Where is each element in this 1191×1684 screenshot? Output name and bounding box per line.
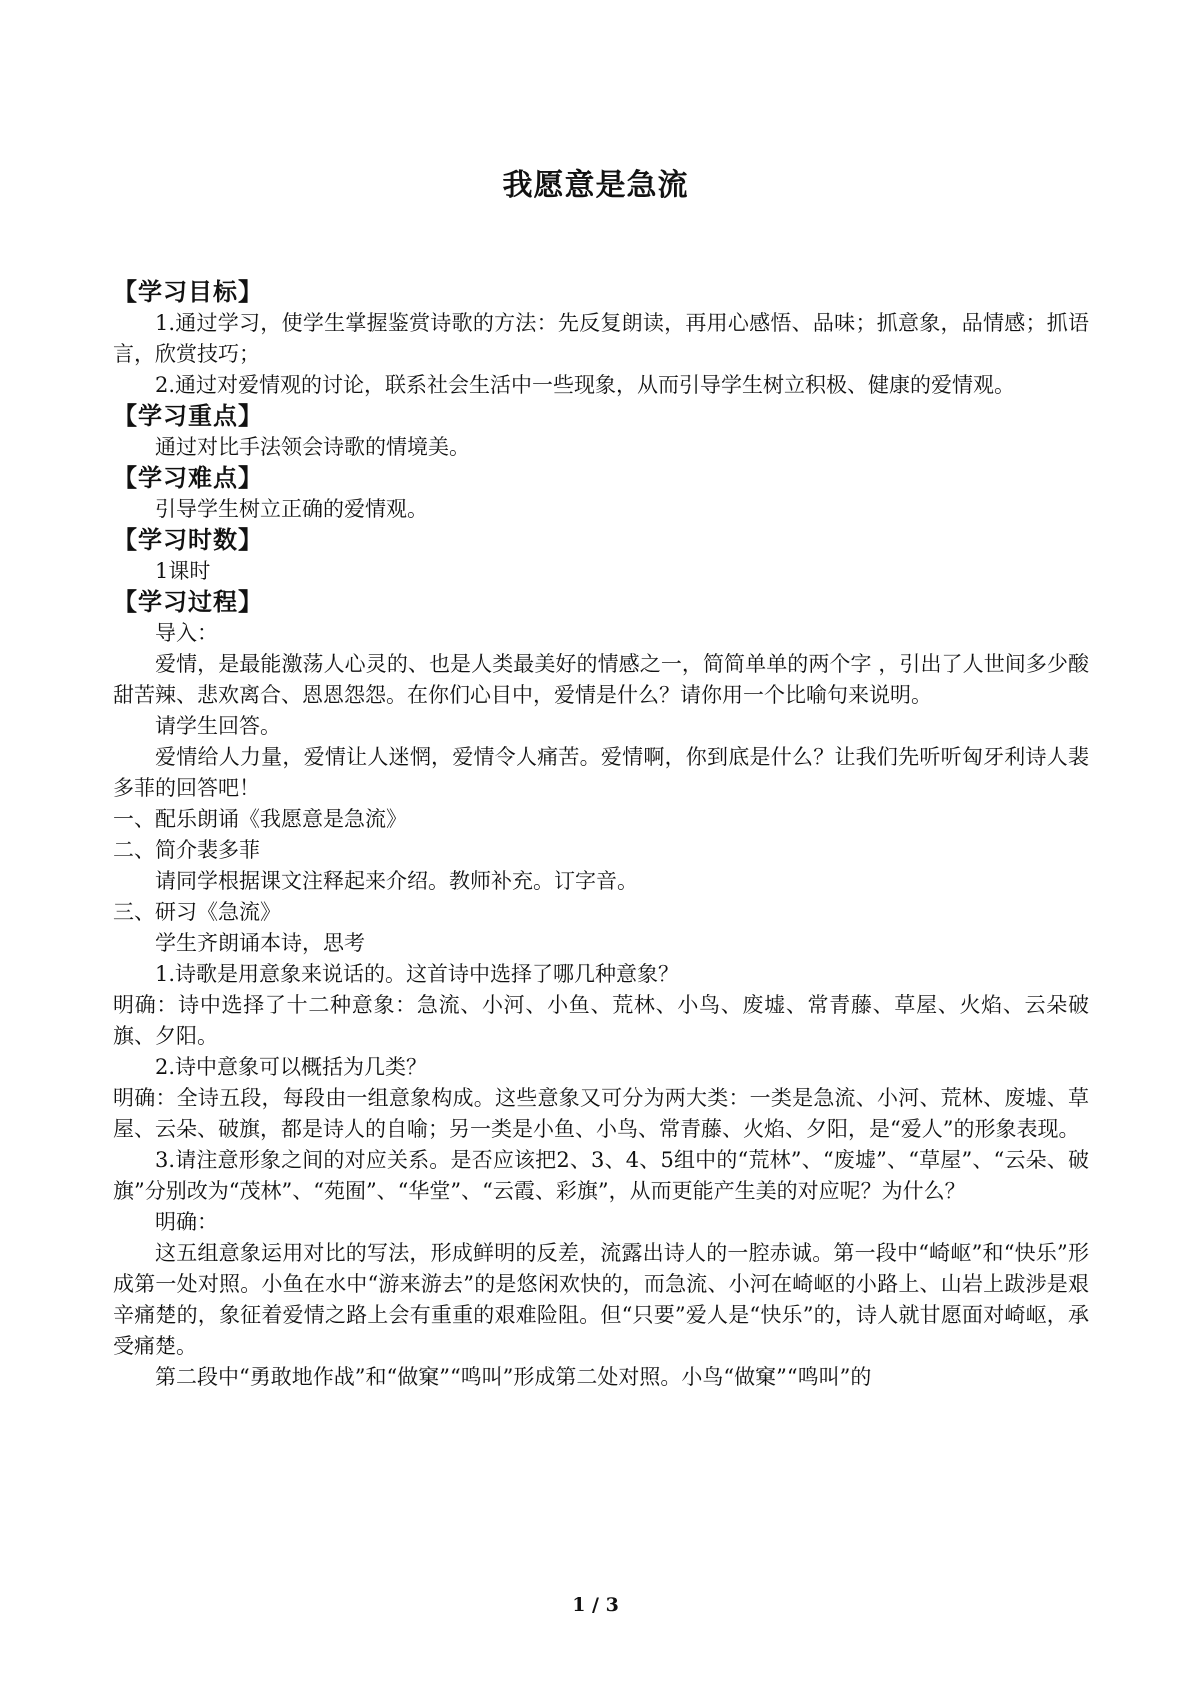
- intro-paragraph-3: 爱情给人力量，爱情让人迷惘，爱情令人痛苦。爱情啊，你到底是什么？让我们先听听匈牙利诗人裴多菲的回答吧！: [113, 745, 1089, 800]
- heading-process: 【学习过程】: [113, 588, 263, 616]
- heading-learning-goals: 【学习目标】: [113, 278, 263, 306]
- part-3-text: 学生齐朗诵本诗，思考: [155, 931, 365, 955]
- question-1: 1.诗歌是用意象来说话的。这首诗中选择了哪几种意象？: [155, 962, 680, 986]
- answer-1: 明确：诗中选择了十二种意象：急流、小河、小鱼、荒林、小鸟、废墟、常青藤、草屋、火焰、云朵破旗、夕阳。: [113, 993, 1089, 1048]
- question-3: 3.请注意形象之间的对应关系。是否应该把2、3、4、5组中的“荒林”、“废墟”、“草屋”、“云朵、破旗”分别改为“茂林”、“苑囿”、“华堂”、“云霞、彩旗”，从而更能产生美的对应呢？为什么？: [113, 1148, 1089, 1203]
- heading-hours: 【学习时数】: [113, 526, 263, 554]
- question-2: 2.诗中意象可以概括为几类？: [155, 1055, 428, 1079]
- part-2-heading: 二、简介裴多菲: [113, 838, 260, 862]
- intro-paragraph-2: 请学生回答。: [155, 714, 281, 738]
- answer-3-label: 明确：: [155, 1210, 218, 1234]
- part-1-heading: 一、配乐朗诵《我愿意是急流》: [113, 807, 407, 831]
- part-3-heading: 三、研习《急流》: [113, 900, 281, 924]
- answer-3-paragraph-1: 这五组意象运用对比的写法，形成鲜明的反差，流露出诗人的一腔赤诚。第一段中“崎岖”和“快乐”形成第一处对照。小鱼在水中“游来游去”的是悠闲欢快的，而急流、小河在崎岖的小路上、山岩上跋涉是艰辛痛楚的，象征着爱情之路上会有重重的艰难险阻。但“只要”爱人是“快乐”的，诗人就甘愿面对崎岖，承受痛楚。: [113, 1241, 1089, 1358]
- goal-1: 1.通过学习，使学生掌握鉴赏诗歌的方法：先反复朗读，再用心感悟、品味；抓意象，品情感；抓语言，欣赏技巧；: [113, 311, 1089, 366]
- hours-text: 1课时: [155, 559, 211, 583]
- page-number: 1 / 3: [572, 1594, 619, 1616]
- document-body: [113, 277, 1089, 1393]
- intro-paragraph-1: 爱情，是最能激荡人心灵的、也是人类最美好的情感之一，简简单单的两个字 ，引出了人世间多少酸甜苦辣、悲欢离合、恩恩怨怨。在你们心目中，爱情是什么？请你用一个比喻句来说明。: [113, 652, 1089, 707]
- difficulties-text: 引导学生树立正确的爱情观。: [155, 497, 428, 521]
- goal-2: 2.通过对爱情观的讨论，联系社会生活中一些现象，从而引导学生树立积极、健康的爱情观。: [155, 373, 1016, 397]
- part-2-text: 请同学根据课文注释起来介绍。教师补充。订字音。: [155, 869, 638, 893]
- intro-label: 导入：: [155, 621, 218, 645]
- answer-2: 明确：全诗五段，每段由一组意象构成。这些意象又可分为两大类：一类是急流、小河、荒林、废墟、草屋、云朵、破旗，都是诗人的自喻；另一类是小鱼、小鸟、常青藤、火焰、夕阳，是“爱人”的形象表现。: [113, 1086, 1089, 1141]
- answer-3-paragraph-2: 第二段中“勇敢地作战”和“做窠”“鸣叫”形成第二处对照。小鸟“做窠”“鸣叫”的: [155, 1365, 872, 1389]
- key-points-text: 通过对比手法领会诗歌的情境美。: [155, 435, 470, 459]
- heading-difficulties: 【学习难点】: [113, 464, 263, 492]
- document-title: 我愿意是急流: [502, 168, 689, 203]
- heading-key-points: 【学习重点】: [113, 402, 263, 430]
